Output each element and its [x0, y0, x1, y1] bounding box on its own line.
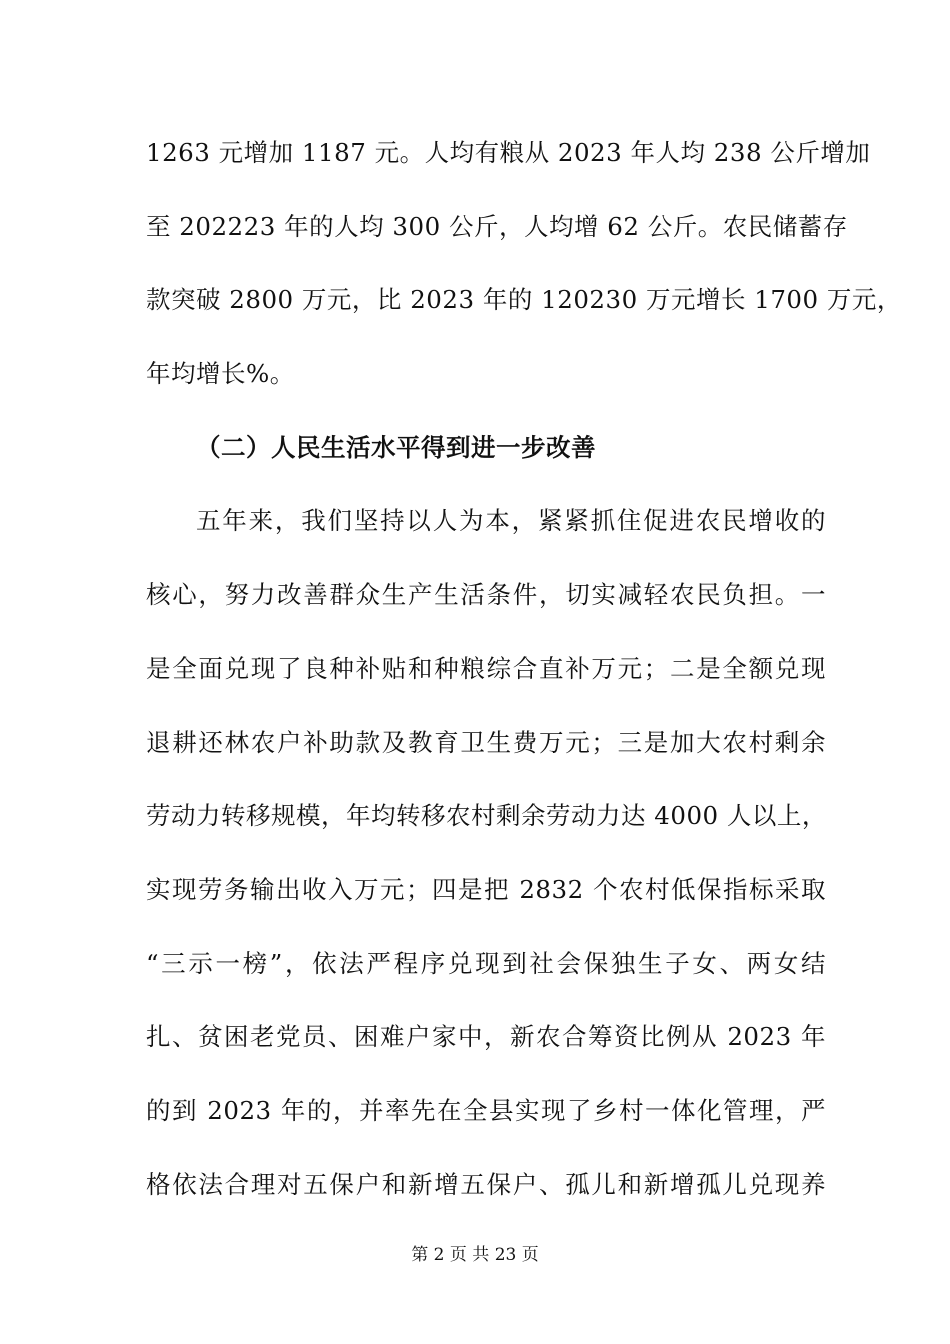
page-footer: 第 2 页 共 23 页	[411, 1245, 539, 1265]
paragraph-line: 的到 2023 年的，并率先在全县实现了乡村一体化管理，严	[146, 1095, 826, 1125]
paragraph-line: 实现劳务输出收入万元；四是把 2832 个农村低保指标采取	[146, 874, 826, 904]
text-line: 年均增长%。	[146, 359, 295, 389]
body-text	[146, 125, 902, 1230]
paragraph-line: 退耕还林农户补助款及教育卫生费万元；三是加大农村剩余	[146, 727, 826, 757]
paragraph-line: 核心，努力改善群众生产生活条件，切实减轻农民负担。一	[146, 580, 826, 610]
text-line: 至 202223 年的人均 300 公斤，人均增 62 公斤。农民储蓄存	[146, 211, 848, 241]
paragraph-line: 扎、贫困老党员、困难户家中，新农合筹资比例从 2023 年	[146, 1022, 826, 1052]
paragraph-line: 五年来，我们坚持以人为本，紧紧抓住促进农民增收的	[196, 506, 826, 536]
paragraph-line: 格依法合理对五保户和新增五保户、孤儿和新增孤儿兑现养	[146, 1169, 826, 1199]
paragraph-line: “三示一榜”，依法严程序兑现到社会保独生子女、两女结	[146, 948, 826, 978]
paragraph-line: 劳动力转移规模，年均转移农村剩余劳动力达 4000 人以上，	[146, 801, 827, 831]
text-line: 款突破 2800 万元，比 2023 年的 120230 万元增长 1700 万元，	[146, 285, 902, 315]
paragraph-line: 是全面兑现了良种补贴和种粮综合直补万元；二是全额兑现	[146, 653, 826, 683]
text-line: 1263 元增加 1187 元。人均有粮从 2023 年人均 238 公斤增加	[146, 138, 871, 167]
section-heading: （二）人民生活水平得到进一步改善	[196, 432, 596, 462]
